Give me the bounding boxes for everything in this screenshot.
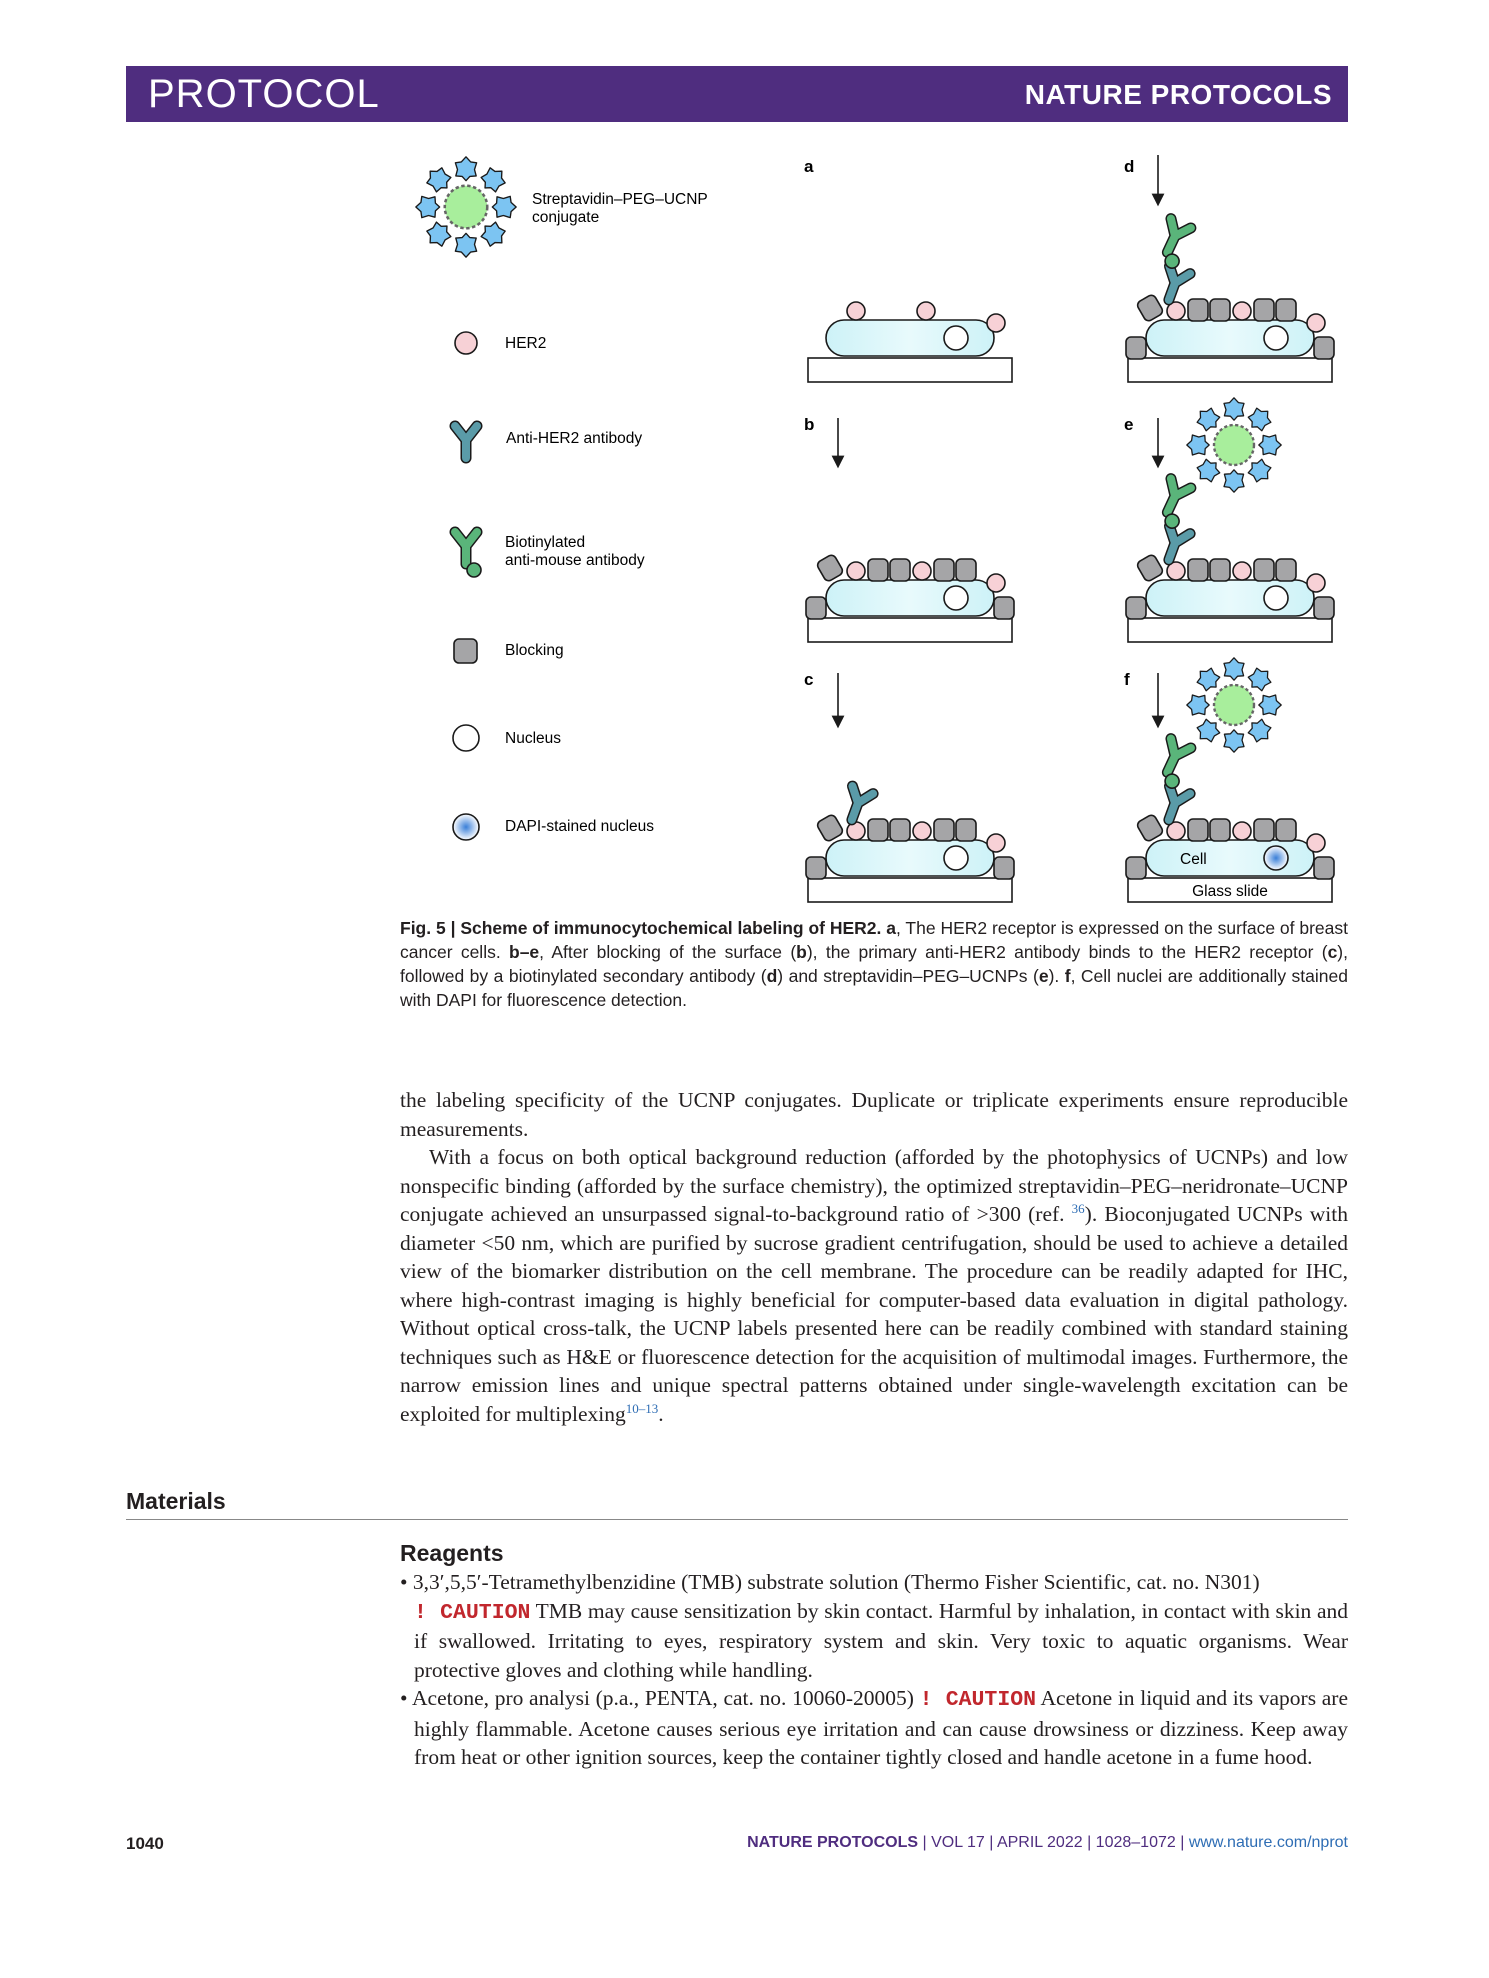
legend-nucleus-label: Nucleus: [505, 730, 561, 747]
glass-slide-label: Glass slide: [1192, 883, 1268, 900]
legend-blocking-label: Blocking: [505, 642, 564, 659]
legend-nucleus-icon: [453, 725, 479, 751]
cell-label: Cell: [1180, 851, 1207, 868]
list-item: • 3,3′,5,5′-Tetramethylbenzidine (TMB) substrate solution (Thermo Fisher Scientific, cat. no. N301) ! CAUTION TMB may cause sensitization by skin contact. Harmful by inhalation, in contact with skin and if swallowed. Irritating to eyes, respiratory system and skin. Very toxic to aquatic organisms. Wear protective gloves and clothing while handling.: [400, 1570, 1349, 1682]
legend-blocking-icon: [454, 639, 477, 663]
page-number: 1040: [126, 1834, 164, 1853]
legend-her2-icon: [455, 332, 477, 354]
panel-b-cell: [806, 553, 1014, 642]
dapi-nucleus: [1264, 846, 1288, 870]
reagents-list: [400, 1568, 1348, 1772]
header-journal-name: NATURE PROTOCOLS: [1024, 79, 1332, 110]
header-section-label: PROTOCOL: [148, 72, 380, 116]
legend-biotinylated-label: Biotinylated anti-mouse antibody: [505, 534, 645, 569]
figure-5-scheme: [0, 0, 1489, 910]
paragraph-2: With a focus on both optical background reduction (afforded by the photophysics of UCNPs) and low nonspecific binding (afforded by the surface chemistry), the optimized streptavidin–PEG–neridronate–UCNP conjugate achieved an unsurpassed signal-to-background ratio of >300 (ref. $^{36}$). Bioconjugated UCNPs with diameter <50 nm, which are purified by sucrose gradient centrifugation, should be used to achieve a detailed view of the biomarker distribution on the cell membrane. The procedure can be readily adapted for IHC, where high-contrast imaging is highly beneficial for computer-based data evaluation in digital pathology. Without optical cross-talk, the UCNP labels presented here can be readily combined with standard staining techniques such as H&E or fluorescence detection for the acquisition of multimodal images. Furthermore, the narrow emission lines and unique spectral patterns obtained under single-wavelength excitation can be exploited for multiplexing$^{10-13}$.: [400, 1145, 1348, 1426]
legend-dapi-icon: [453, 814, 479, 840]
body-text: [400, 1086, 1348, 1428]
legend-anti-her2-label: Anti-HER2 antibody: [506, 430, 643, 447]
legend-dapi-label: DAPI-stained nucleus: [505, 818, 655, 835]
panel-label-b: b: [804, 415, 815, 434]
panel-label-a: a: [804, 157, 814, 176]
figure-caption: Fig. 5 | Scheme of immunocytochemical labeling of HER2. a, The HER2 receptor is expressed on the surface of breast cancer cells. b–e, After blocking of the surface (b), the primary anti-HER2 antibody binds to the HER2 receptor (c), followed by a biotinylated secondary antibody (d) and streptavidin–PEG–UCNPs (e). f, Cell nuclei are additionally stained with DAPI for fluorescence detection.: [400, 918, 1349, 1010]
panel-label-f: f: [1124, 670, 1130, 689]
panel-label-e: e: [1124, 415, 1134, 434]
reagents-subheading: Reagents: [400, 1540, 504, 1566]
reference-36[interactable]: 36: [1071, 1201, 1085, 1216]
panel-c-cell: [806, 786, 1014, 902]
legend-conjugate-icon: [416, 157, 516, 257]
legend-anti-her2-antibody-icon: [455, 426, 477, 458]
panel-a-cell: [808, 302, 1012, 382]
paragraph-1: the labeling specificity of the UCNP conjugates. Duplicate or triplicate experiments ensure reproducible measurements.: [400, 1088, 1348, 1141]
footer-citation: NATURE PROTOCOLS | VOL 17 | APRIL 2022 | 1028–1072 | www.nature.com/nprot: [747, 1834, 1348, 1851]
panel-label-c: c: [804, 670, 814, 689]
legend-conjugate-label: Streptavidin–PEG–UCNP conjugate: [532, 191, 708, 226]
caution-label: ! CAUTION: [414, 1600, 531, 1625]
legend-her2-label: HER2: [505, 335, 547, 352]
panel-label-d: d: [1124, 157, 1135, 176]
legend-biotinylated-antibody-icon: [455, 532, 481, 577]
reference-10-13[interactable]: 10–13: [625, 1400, 659, 1416]
panel-d-cell: [1126, 219, 1334, 382]
list-item: • Acetone, pro analysi (p.a., PENTA, cat. no. 10060-20005) ! CAUTION Acetone in liquid and its vapors are highly flammable. Acetone causes serious eye irritation and can cause drowsiness or dizziness. Keep away from heat or other ignition sources, keep the container tightly closed and handle acetone in a fume hood.: [400, 1686, 1348, 1769]
journal-url-link[interactable]: www.nature.com/nprot: [1188, 1834, 1348, 1851]
caution-label: ! CAUTION: [919, 1688, 1037, 1712]
materials-section-heading: Materials: [126, 1488, 1348, 1520]
